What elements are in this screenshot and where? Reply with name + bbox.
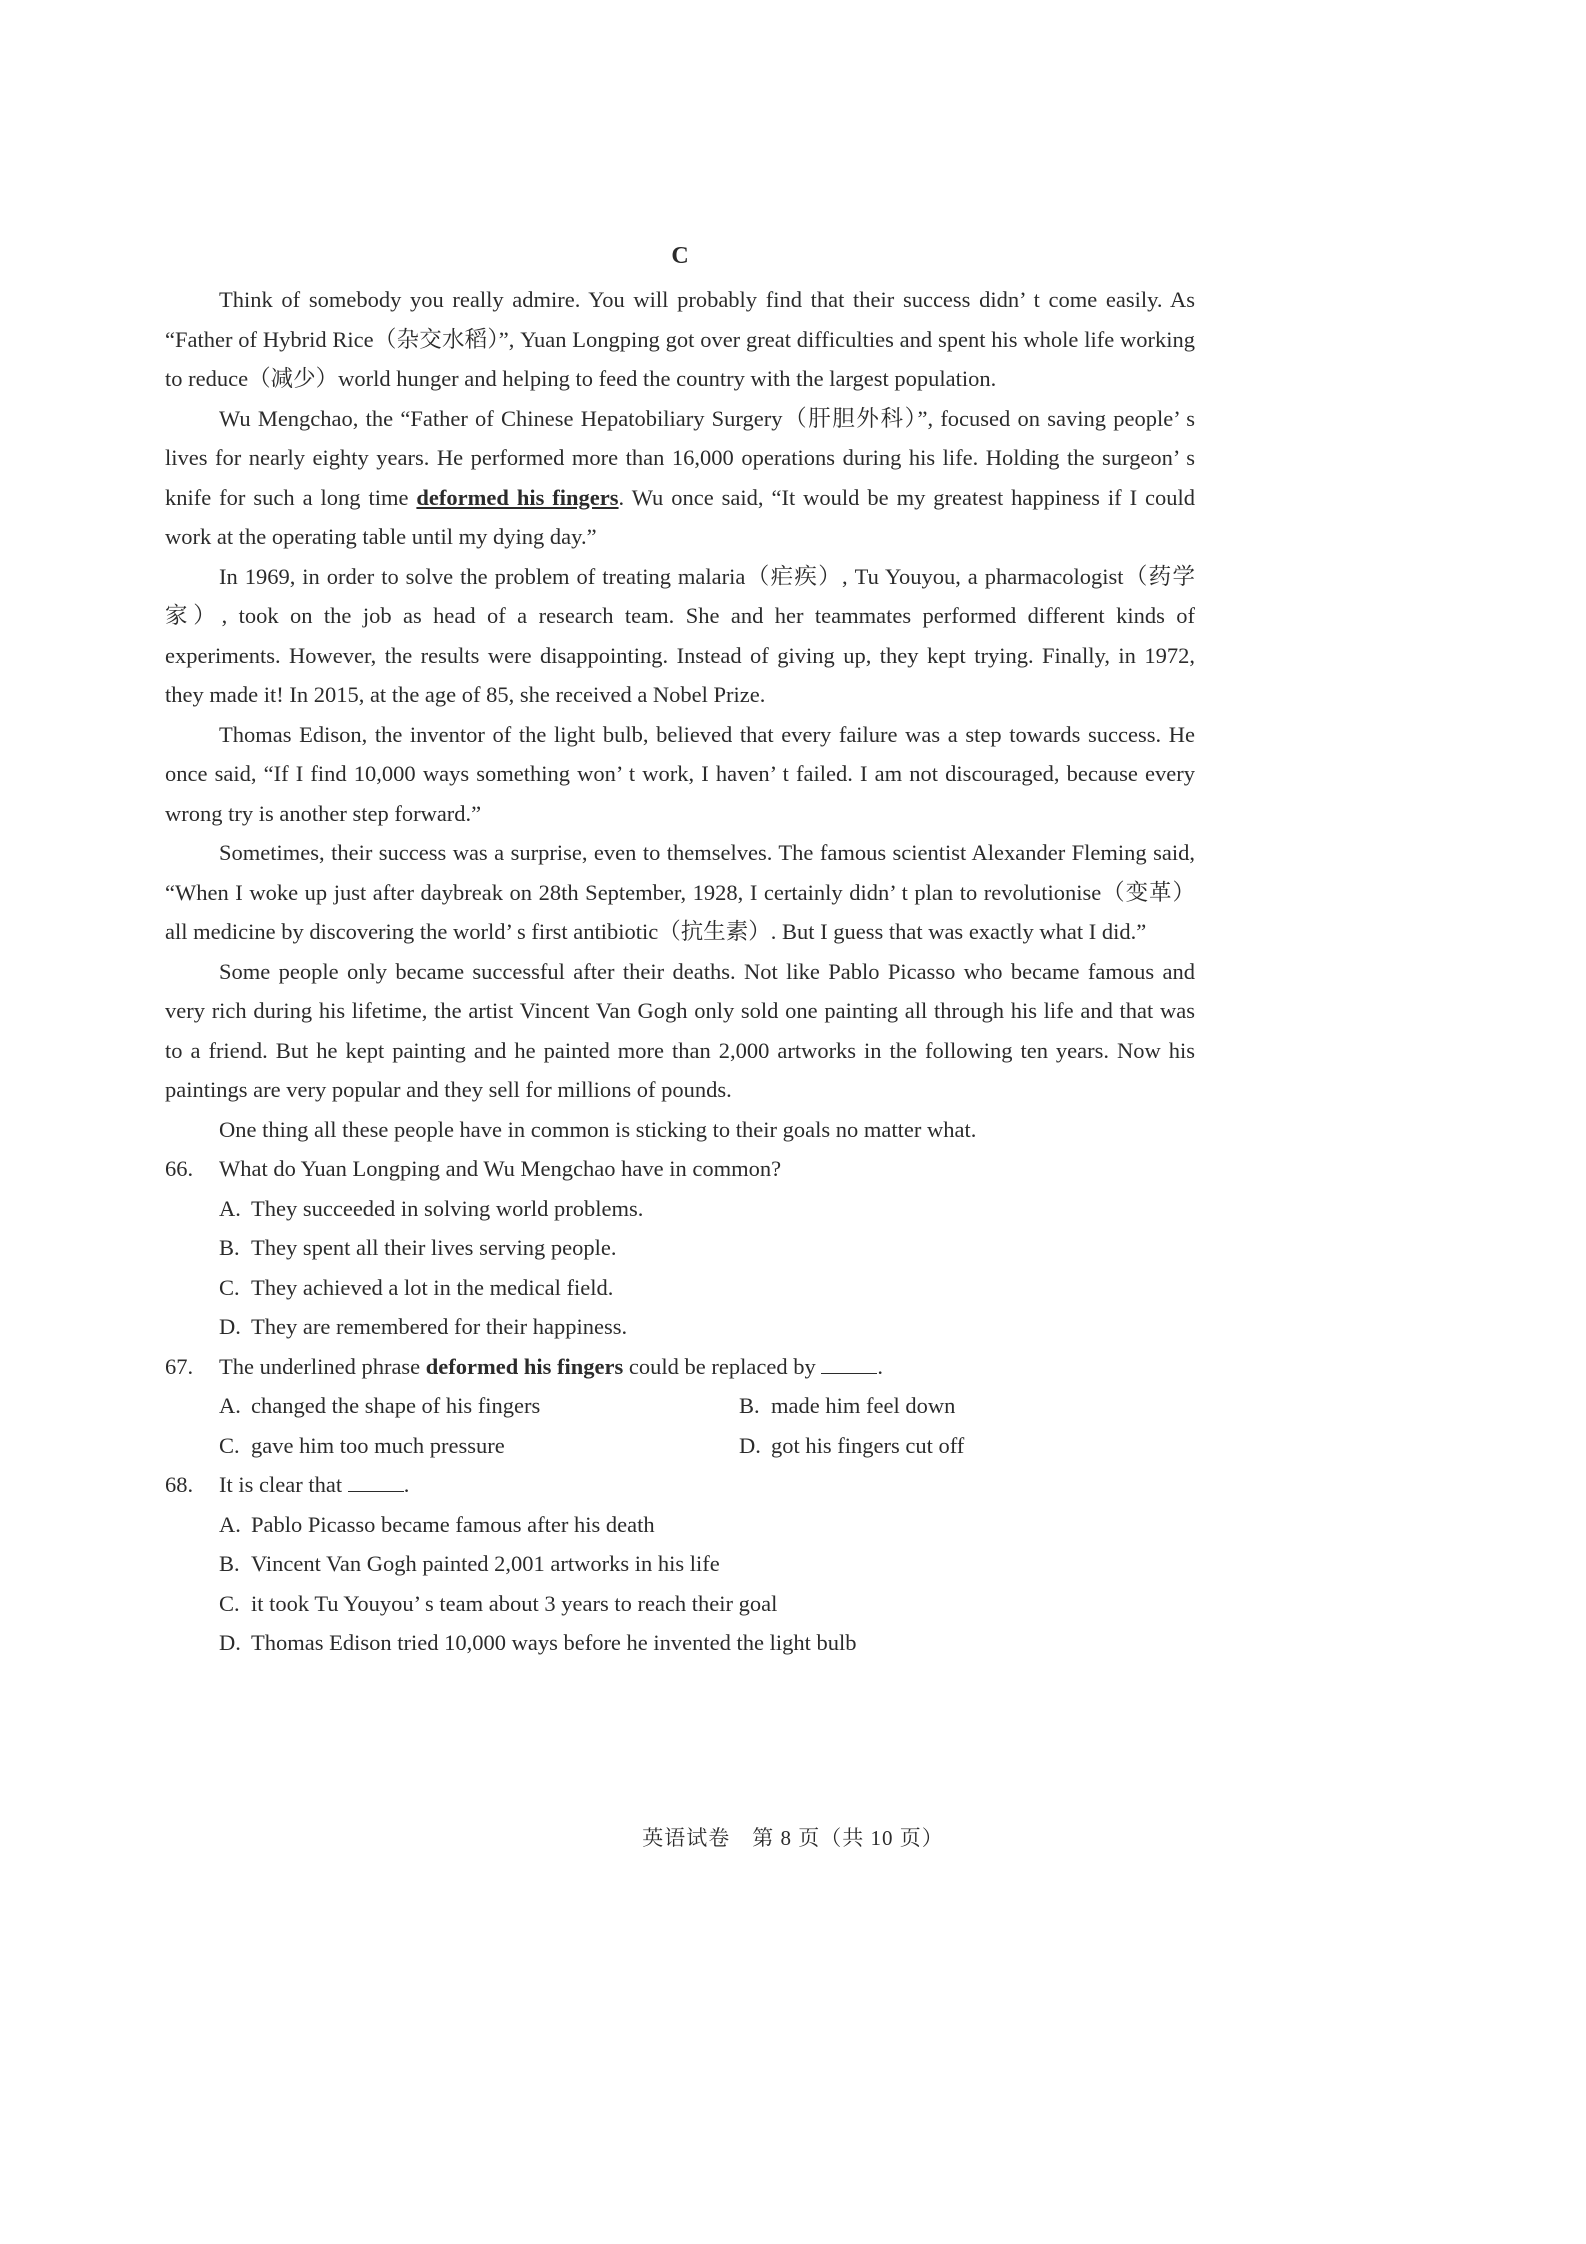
answer-option[interactable] — [219, 1623, 1195, 1663]
option-letter: C. — [219, 1432, 240, 1458]
option-text: changed the shape of his fingers — [251, 1393, 541, 1418]
section-heading: C — [671, 243, 689, 269]
question-stem — [165, 1149, 1195, 1189]
paragraph-text: . Wu once said, “It would be my greatest happiness if I could work at the operating table until my dying day.” — [165, 484, 1196, 549]
option-text: Pablo Picasso became famous after his death — [251, 1511, 655, 1537]
option-letter: C. — [219, 1274, 240, 1300]
paragraph-text: Wu Mengchao, the “Father of Chinese Hepatobiliary Surgery（肝胆外科）”, focused on saving people’ s lives for nearly eighty years. He performed more than 16,000 operations during his life. Holding the surgeon’ s knife for such a long time — [165, 405, 1195, 510]
question-66 — [165, 1149, 1195, 1347]
option-text: Thomas Edison tried 10,000 ways before he invented the light bulb — [251, 1630, 857, 1655]
question-end-punct: . — [403, 1472, 410, 1497]
answer-option[interactable] — [219, 1505, 1195, 1545]
option-letter: C. — [219, 1590, 240, 1616]
question-stem — [165, 1347, 1195, 1387]
question-end-punct: . — [877, 1353, 883, 1379]
option-letter: A. — [219, 1393, 241, 1418]
underlined-phrase: deformed his fingers — [416, 484, 619, 510]
passage-paragraph — [165, 399, 1195, 557]
question-text: could be replaced by — [623, 1353, 816, 1379]
question-list — [165, 1149, 1195, 1663]
question-bold-phrase: deformed his fingers — [425, 1353, 624, 1379]
question-number: 67. — [165, 1353, 194, 1379]
passage-paragraph: One thing all these people have in common is sticking to their goals no matter what. — [219, 1116, 977, 1142]
answer-blank — [821, 1355, 877, 1374]
passage-paragraph: Sometimes, their success was a surprise, even to themselves. The famous scientist Alexander Fleming said, “When I woke up just after daybreak on 28th September, 1928, I certainly didn’ t plan to revolutionise（变革）all medicine by discovering the world’ s first antibiotic（抗生素）. But I guess that was exactly what I did.” — [165, 840, 1195, 944]
reading-passage — [165, 280, 1195, 1149]
option-text: got his fingers cut off — [771, 1432, 965, 1458]
option-letter: B. — [219, 1235, 240, 1260]
passage-paragraph: In 1969, in order to solve the problem of treating malaria（疟疾）, Tu Youyou, a pharmacologist（药学家）, took on the job as head of a research team. She and her teammates performed different kinds of experiments. However, the results were disappointing. Instead of giving up, they kept trying. Finally, in 1972, they made it! In 2015, at the age of 85, she received a Nobel Prize. — [165, 563, 1195, 707]
question-number: 68. — [165, 1472, 194, 1497]
passage-paragraph: Think of somebody you really admire. You will probably find that their success didn’ t come easily. As “Father of Hybrid Rice（杂交水稻）”, Yuan Longping got over great difficulties and spent his whole life working to reduce（减少）world hunger and helping to feed the country with the largest population. — [165, 287, 1195, 391]
answer-blank — [348, 1473, 404, 1492]
passage-paragraph: Thomas Edison, the inventor of the light bulb, believed that every failure was a step towards success. He once said, “If I find 10,000 ways something won’ t work, I haven’ t failed. I am not discouraged, because every wrong try is another step forward.” — [165, 721, 1195, 826]
option-text: They achieved a lot in the medical field. — [251, 1274, 614, 1300]
option-letter: B. — [739, 1393, 760, 1418]
option-text: it took Tu Youyou’ s team about 3 years to reach their goal — [251, 1590, 778, 1616]
option-letter: A. — [219, 1195, 241, 1221]
answer-options — [165, 1386, 1195, 1465]
option-text: They succeeded in solving world problems. — [251, 1195, 644, 1221]
answer-options — [165, 1189, 1195, 1347]
option-text: made him feel down — [771, 1393, 956, 1418]
option-text: They spent all their lives serving people. — [251, 1235, 617, 1260]
question-68 — [165, 1465, 1195, 1663]
option-letter: A. — [219, 1511, 241, 1537]
question-stem — [165, 1465, 1195, 1505]
option-text: gave him too much pressure — [251, 1432, 505, 1458]
page-footer: 英语试卷 第 8 页（共 10 页） — [642, 1826, 944, 1850]
question-text: What do Yuan Longping and Wu Mengchao have in common? — [219, 1156, 782, 1181]
option-letter: B. — [219, 1551, 240, 1576]
option-text: They are remembered for their happiness. — [251, 1314, 628, 1339]
question-text: The underlined phrase — [219, 1353, 426, 1379]
answer-option[interactable] — [739, 1386, 1199, 1426]
option-letter: D. — [219, 1314, 241, 1339]
exam-content — [165, 240, 1195, 1663]
question-number: 66. — [165, 1156, 194, 1181]
question-67 — [165, 1347, 1195, 1466]
answer-option[interactable] — [219, 1584, 1195, 1624]
answer-option[interactable] — [739, 1426, 1199, 1466]
answer-options — [165, 1505, 1195, 1663]
answer-option[interactable] — [219, 1544, 1195, 1584]
answer-option[interactable] — [219, 1228, 1195, 1268]
option-text: Vincent Van Gogh painted 2,001 artworks in his life — [251, 1551, 720, 1576]
question-text: It is clear that — [219, 1472, 343, 1497]
answer-option[interactable] — [219, 1386, 739, 1426]
answer-option[interactable] — [219, 1307, 1195, 1347]
answer-option[interactable] — [219, 1189, 1195, 1229]
answer-option[interactable] — [219, 1426, 739, 1466]
passage-paragraph: Some people only became successful after their deaths. Not like Pablo Picasso who became famous and very rich during his lifetime, the artist Vincent Van Gogh only sold one painting all through his life and that was to a friend. But he kept painting and he painted more than 2,000 artworks in the following ten years. Now his paintings are very popular and they sell for millions of pounds. — [165, 958, 1195, 1102]
answer-option[interactable] — [219, 1268, 1195, 1308]
option-letter: D. — [219, 1630, 241, 1655]
option-letter: D. — [739, 1432, 761, 1458]
